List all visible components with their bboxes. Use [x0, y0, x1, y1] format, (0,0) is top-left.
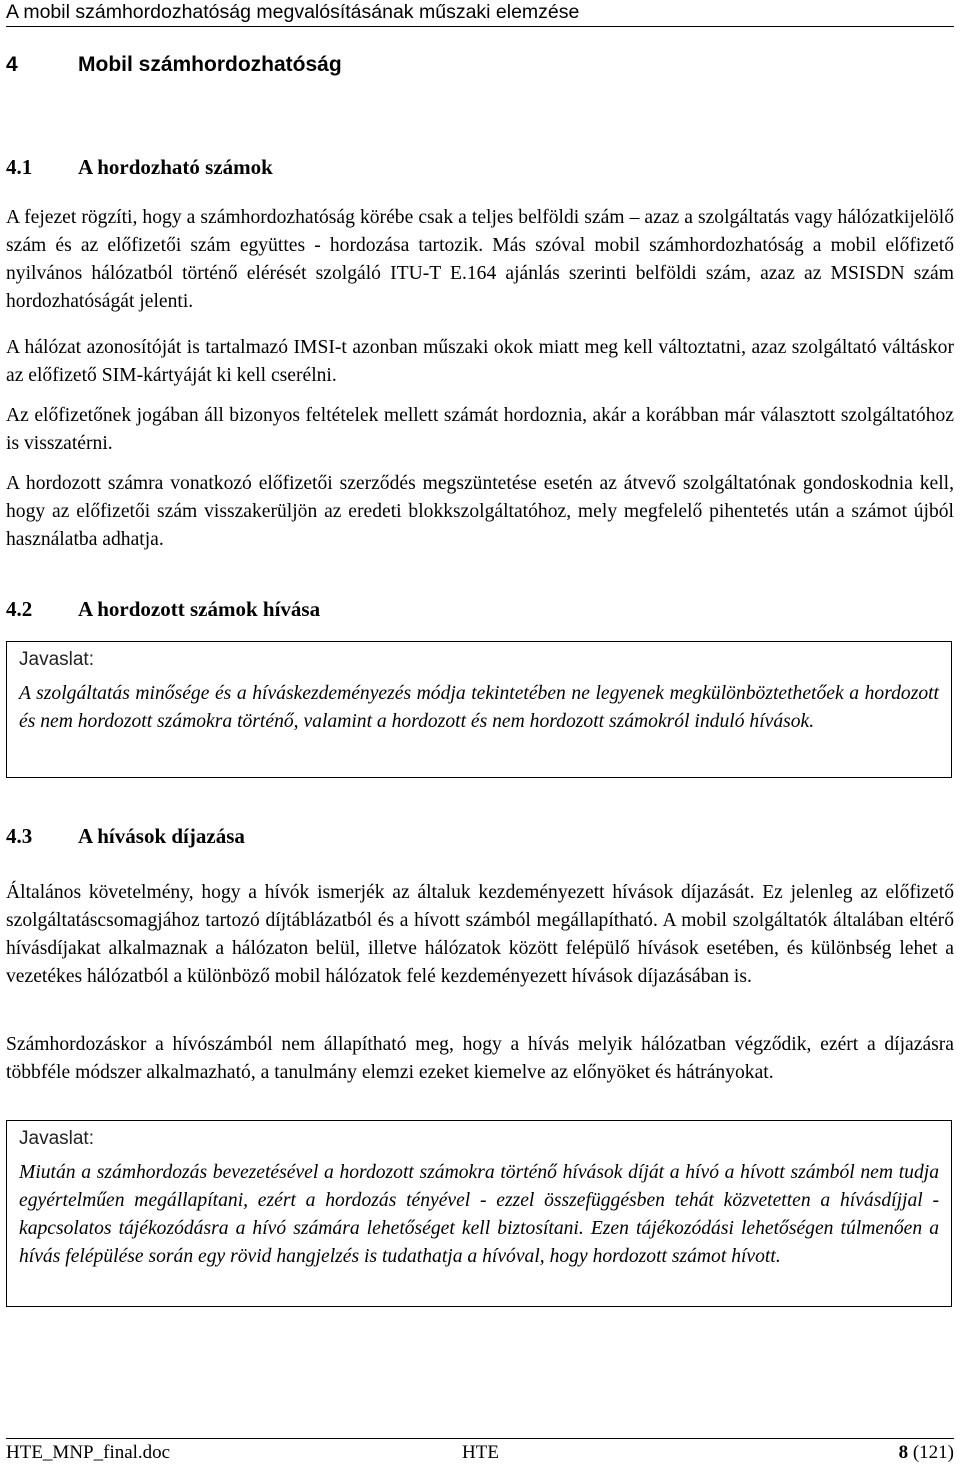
paragraph: Általános követelmény, hogy a hívók ismerjék az általuk kezdeményezett hívások díjazását. Ez jelenleg az előfizető szolgáltatáscsomagjához tartozó díjtáblázatból és a hívott számból megállapítható. A mobil szolgáltatók általában eltérő hívásdíjakat alkalmaznak a hálózaton belül, illetve hálózatok között felépülő hívások esetében, és különbség lehet a vezetékes hálózatból a különböző mobil hálózatok felé kezdeményezett hívások díjazásában is.	[6, 882, 954, 987]
footer-filename: HTE_MNP_final.doc	[6, 1442, 171, 1463]
paragraph: Az előfizetőnek jogában áll bizonyos feltételek mellett számát hordoznia, akár a korábban már választott szolgáltatóhoz is visszatérni.	[6, 405, 954, 454]
section-heading	[6, 154, 273, 180]
paragraph: Számhordozáskor a hívószámból nem állapítható meg, hogy a hívás melyik hálózatban végződik, ezért a díjazásra többféle módszer alkalmazható, a tanulmány elemzi ezeket kiemelve az előnyöket és hátrányokat.	[6, 1034, 954, 1083]
proposal-box	[6, 641, 952, 778]
running-header	[6, 0, 954, 27]
section-number: 4.1	[6, 155, 33, 179]
footer-org: HTE	[462, 1442, 499, 1463]
paragraph: A hordozott számra vonatkozó előfizetői szerződés megszüntetése esetén az átvevő szolgáltatónak gondoskodnia kell, hogy az előfizetői szám visszakerüljön az eredeti blokkszolgáltatóhoz, mely megfelelő pihentetés után a számot újból használatba adhatja.	[6, 473, 954, 550]
proposal-text: A szolgáltatás minősége és a híváskezdeményezés módja tekintetében ne legyenek megkülönböztethetőek a hordozott és nem hordozott számokra történő, valamint a hordozott és nem hordozott számokról induló hívások.	[19, 683, 939, 732]
proposal-box	[6, 1120, 952, 1307]
paragraph: A fejezet rögzíti, hogy a számhordozhatóság körébe csak a teljes belföldi szám – azaz a szolgáltatás vagy hálózatkijelölő szám és az előfizetői szám együttes - hordozása tartozik. Más szóval mobil számhordozhatóság a mobil előfizető nyilvános hálózatból történő elérését szolgáló ITU-T E.164 ajánlás szerinti belföldi szám, azaz az MSISDN szám hordozhatóságát jelenti.	[6, 207, 954, 312]
section-title: A hordozható számok	[78, 155, 273, 179]
proposal-label: Javaslat:	[19, 1128, 94, 1149]
section-number: 4.2	[6, 597, 33, 621]
proposal-label: Javaslat:	[19, 649, 94, 670]
chapter-number: 4	[6, 53, 18, 76]
section-heading	[6, 823, 245, 849]
proposal-text: Miután a számhordozás bevezetésével a hordozott számokra történő hívások díját a hívó a hívott számból nem tudja egyértelműen megállapítani, ezért a hordozás tényével - ezzel összefüggésben tehát közvetetten a hívásdíjjal - kapcsolatos tájékozódásra a hívó számára lehetőséget kell biztosítani. Ezen tájékozódási lehetőségen túlmenően a hívás felépülése során egy rövid hangjelzés is tudathatja a hívóval, hogy hordozott számot hívott.	[19, 1162, 939, 1267]
running-footer	[6, 1438, 954, 1465]
chapter-title: Mobil számhordozhatóság	[78, 53, 342, 76]
page-number: 8	[898, 1442, 909, 1463]
paragraph: A hálózat azonosítóját is tartalmazó IMSI-t azonban műszaki okok miatt meg kell változtatni, azaz szolgáltató váltáskor az előfizető SIM-kártyáját ki kell cserélni.	[6, 337, 954, 386]
chapter-heading	[6, 52, 342, 78]
header-title: A mobil számhordozhatóság megvalósításának műszaki elemzése	[6, 1, 580, 23]
section-title: A hordozott számok hívása	[78, 597, 321, 621]
section-heading	[6, 596, 320, 622]
footer-page	[899, 1441, 954, 1465]
section-title: A hívások díjazása	[78, 824, 245, 848]
page-total: (121)	[912, 1442, 954, 1463]
section-number: 4.3	[6, 824, 33, 848]
